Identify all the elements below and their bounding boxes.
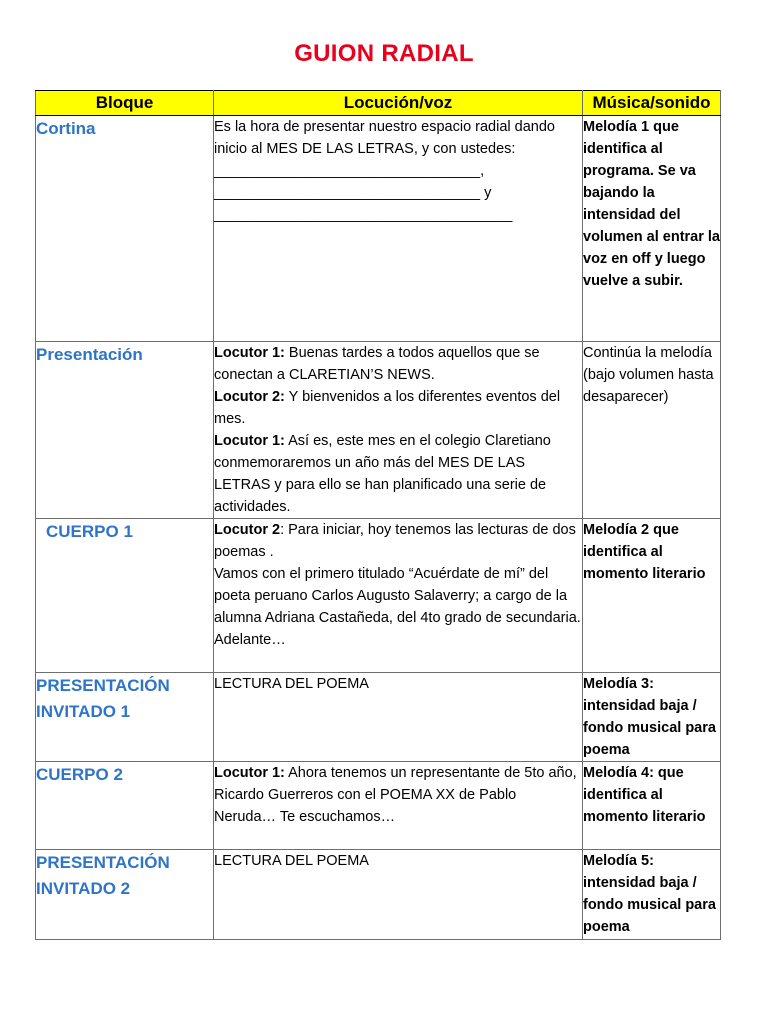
speaker-label: Locutor 2 <box>214 522 281 538</box>
speaker-label: Locutor 1: <box>214 433 285 449</box>
table-row-cortina <box>36 116 721 342</box>
dialogue-text: Vamos con el primero titulado “Acuérdate de mí” del poeta peruano Carlos Augusto Salaverry; a cargo de la alumna Adriana Castañeda, del 4to grado de secundaria. Adelante… <box>214 566 581 648</box>
musica-cell: Melodía 1 que identifica al programa. Se va bajando la intensidad del volumen al entrar la voz en off y luego vuelve a subir. <box>583 116 721 342</box>
table-row-presentacion-invitado-2 <box>36 850 721 940</box>
locucion-text: Es la hora de presentar nuestro espacio radial dando inicio al MES DE LAS LETRAS, y con ustedes: <box>214 119 555 157</box>
radio-script-table <box>35 90 721 940</box>
bloque-cell <box>36 850 214 940</box>
bloque-line: PRESENTACIÓN <box>36 853 170 872</box>
musica-cell: Melodía 2 que identifica al momento literario <box>583 519 721 673</box>
table-header-row <box>36 91 721 116</box>
bloque-cell: CUERPO 2 <box>36 762 214 850</box>
musica-cell: Melodía 3: intensidad baja / fondo musical para poema <box>583 673 721 762</box>
table-row-cuerpo-1 <box>36 519 721 673</box>
table-row-presentacion <box>36 342 721 519</box>
bloque-line: INVITADO 1 <box>36 702 131 721</box>
musica-cell: Melodía 4: que identifica al momento literario <box>583 762 721 850</box>
bloque-cell: CUERPO 1 <box>36 519 214 673</box>
dialogue-line <box>214 430 582 518</box>
musica-cell: Melodía 5: intensidad baja / fondo musical para poema <box>583 850 721 940</box>
locucion-cell <box>214 342 583 519</box>
speaker-label: Locutor 1: <box>214 345 285 361</box>
dialogue-text: Y bienvenidos a los diferentes eventos del mes. <box>214 389 561 427</box>
dialogue-text: Buenas tardes a todos aquellos que se conectan a CLARETIAN’S NEWS. <box>214 345 540 383</box>
header-musica: Música/sonido <box>583 91 721 116</box>
table-row-presentacion-invitado-1 <box>36 673 721 762</box>
locucion-cell <box>214 116 583 342</box>
blank-line: _________________________________ y <box>214 185 492 201</box>
bloque-cell <box>36 673 214 762</box>
locucion-cell <box>214 519 583 673</box>
header-locucion: Locución/voz <box>214 91 583 116</box>
blank-line: _____________________________________ <box>214 207 513 223</box>
speaker-label: Locutor 2: <box>214 389 285 405</box>
dialogue-line <box>214 519 582 563</box>
bloque-cell: Cortina <box>36 116 214 342</box>
dialogue-line <box>214 386 582 430</box>
musica-cell: Continúa la melodía (bajo volumen hasta desaparecer) <box>583 342 721 519</box>
bloque-line: INVITADO 2 <box>36 879 131 898</box>
dialogue-text: : Para iniciar, hoy tenemos las lecturas de dos poemas . <box>214 522 576 560</box>
table-row-cuerpo-2 <box>36 762 721 850</box>
blank-line: _________________________________, <box>214 163 485 179</box>
document-title: GUION RADIAL <box>294 40 474 67</box>
speaker-label: Locutor 1: <box>214 765 285 781</box>
locucion-cell <box>214 762 583 850</box>
bloque-cell: Presentación <box>36 342 214 519</box>
dialogue-text: Así es, este mes en el colegio Claretiano conmemoraremos un año más del MES DE LAS LETRAS y para ello se han planificado una serie de actividades. <box>214 433 551 515</box>
bloque-line: PRESENTACIÓN <box>36 676 170 695</box>
header-bloque: Bloque <box>36 91 214 116</box>
dialogue-text: Ahora tenemos un representante de 5to año, Ricardo Guerreros con el POEMA XX de Pablo Neruda… Te escuchamos… <box>214 765 577 825</box>
locucion-cell: LECTURA DEL POEMA <box>214 850 583 940</box>
locucion-cell: LECTURA DEL POEMA <box>214 673 583 762</box>
dialogue-line <box>214 342 582 386</box>
